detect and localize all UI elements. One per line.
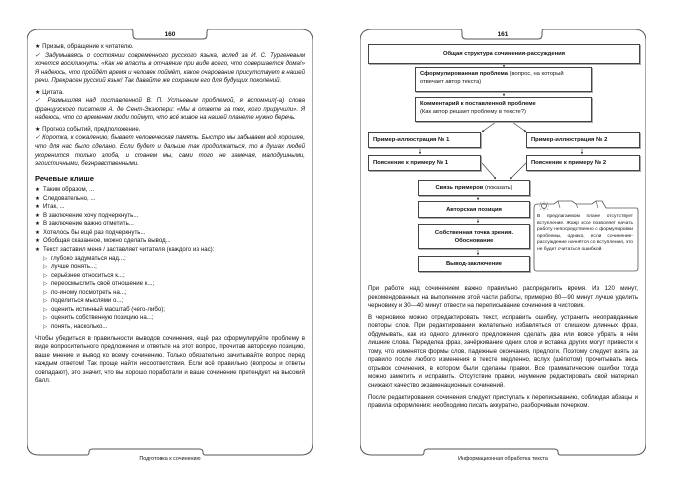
sub-list-item: ▷ переосмыслить своё отношение к...; (43, 280, 155, 288)
checkmark-icon: ✓ (35, 51, 42, 59)
sub-list-item: ▷ глубоко задуматься над...; (43, 254, 126, 262)
star-bullet-icon: ★ (35, 43, 41, 50)
example-text: Коротка, к сожалению, бывает человеческая память. Быстро мы забываем всё хорошее, что для нас было сделано. Если будет и дальше так продолжаться, то в душах людей укоренится только злоба, и станем мы, сами того не замечая, малодушными, эгоистичными, безнравственными. (35, 134, 306, 168)
example-2-box: Пример-иллюстрация № 2 (526, 132, 640, 148)
page-number: 161 (497, 31, 509, 38)
conclusion-box: Вывод-заключение (418, 256, 530, 272)
star-bullet-icon: ★ (35, 238, 40, 245)
list-item: ★ В заключение важно отметить... (35, 220, 134, 228)
right-page (360, 29, 646, 462)
checkmark-icon: ✓ (35, 97, 43, 105)
lightbulb-icon (538, 201, 552, 211)
section-appeal: ★ Призыв, обращение к читателю. (35, 43, 134, 50)
explanation-2-box: Пояснение к примеру № 2 (526, 155, 640, 171)
section-forecast: ★ Прогноз событий, предположение. (35, 125, 141, 133)
paragraph: При работе над сочинением важно правильно распределить время. Из 120 минут, рекомендованных на выполнение этой части работы, примерно 80—90 минут лучше уделить черновику и 30—40 минут отвести на переписывание сочинения в чистовик. (368, 285, 638, 310)
explanation-1-box: Пояснение к примеру № 1 (368, 155, 481, 171)
list-item: ★ Обобщая сказанное, можно сделать вывод... (35, 237, 171, 245)
left-page (27, 29, 313, 462)
triangle-bullet-icon: ▷ (43, 289, 48, 296)
checkmark-icon: ✓ (35, 134, 41, 142)
author-position-box: Авторская позиция (418, 201, 530, 218)
star-bullet-icon: ★ (35, 125, 41, 133)
star-bullet-icon: ★ (35, 229, 40, 236)
page-footer: Информационная обработка текста (458, 456, 548, 462)
sub-list-item: ▷ лучше понять...; (43, 263, 97, 271)
sub-list-item: ▷ понять, насколько... (43, 322, 108, 330)
page-footer: Подготовка к сочинению (139, 456, 201, 462)
sub-list (35, 255, 305, 332)
star-bullet-icon: ★ (35, 187, 40, 194)
paragraph: В черновике можно отредактировать текст, исправить ошибку, устранить неоправданные повторы слов. При редактировании желательно избавляться от слишком длинных фраз, обдумывать, как из одного длинного предложения сделать два или вовсе убрать в нём лишние слова. Переделка фраз, зачёркивание одних слов и вставка других могут привести к тому, что изменятся формы слов, падежные окончания, предлоги. Поэтому следует взять за правило после любого изменения в тексте медленно, вслух (шёпотом) прочитывать весь отрывок сочинения, в котором были сделаны правки. Все грамматические ошибки тогда можно заметить и исправить. Отсутствие правки, неумение редактировать свой материал снижают качество экзаменационных сочинений. (368, 313, 638, 390)
note-card (532, 200, 640, 273)
sub-list-item: ▷ поделиться мыслями о...; (43, 297, 124, 305)
sub-list-item: ▷ оценить собственную позицию на...; (43, 314, 154, 322)
triangle-bullet-icon: ▷ (43, 272, 48, 279)
example-text: Размышляя над поставленной В. П. Устьевым проблемой, я вспомнил(-а) слова французского писателя А. де Сент-Экзюпери: «Мы в ответе за тех, кого приручили». Я надеюсь, что со временем люди поймут, что всё живое на нашей планете нужно беречь. (35, 97, 305, 122)
diagram-title-box: Общая структура сочинения-рассуждения (368, 44, 640, 64)
triangle-bullet-icon: ▷ (43, 281, 48, 288)
list-item: ★ Текст заставил меня / заставляет читателя (каждого из нас): (35, 246, 215, 254)
note-text: В предлагаемом плане отсутствует вступление. Жанр эссе позволяет начать работу непосредственно с формулировки проблемы, однако, если сочинение-рассуждение начнётся со вступления, это не будет считаться ошибкой. (537, 214, 633, 252)
triangle-bullet-icon: ▷ (43, 315, 48, 322)
own-view-box: Собственная точка зрения. Обоснование (418, 224, 530, 249)
sub-list-item: ▷ по-иному посмотреть на...; (43, 288, 127, 296)
triangle-bullet-icon: ▷ (43, 255, 48, 262)
triangle-bullet-icon: ▷ (43, 306, 48, 313)
paragraph: После редактирования сочинения следует приступать к переписыванию, соблюдая абзацы и правила оформления: необходимо писать аккуратно, разборчивым почерком. (368, 393, 638, 410)
star-bullet-icon: ★ (35, 221, 40, 228)
example-text: Задумываясь о состоянии современного русского языка, вслед за И. С. Тургеневым хочется воскликнуть: «Как не впасть в отчаяние при виде всего, что совершается дома!» Я надеюсь, что пройдёт время и человек поймёт, какое очарование присутствует в нашей речи. Прекрасен русский язык! Так давайте же сохраним его для будущих поколений. (35, 51, 305, 85)
star-bullet-icon: ★ (35, 195, 40, 202)
section-quote: ★ Цитата. (35, 88, 64, 96)
page-number: 160 (164, 31, 176, 38)
list-item: ★ Хотелось бы ещё раз подчеркнуть... (35, 228, 146, 236)
sub-list-item: ▷ серьёзнее относиться к...; (43, 271, 125, 279)
triangle-bullet-icon: ▷ (43, 323, 48, 330)
star-bullet-icon: ★ (35, 204, 40, 211)
list-item: ★ Таким образом, ... (35, 186, 95, 194)
closing-paragraph: Чтобы убедиться в правильности выводов сочинения, ещё раз сформулируйте проблему в виде вопросительного предложения и ответьте на этот вопрос, прочитав авторскую позицию, ваше мнение и вывод ко всему сочинению. Только обязательно зачитывайте вопрос перед каждым ответом! Так проще найти несоответствия. Если всё правильно (вопросы и ответы совпадают), это значит, что вы хорошо поработали и ваше сочинение претендует на высокий балл. (35, 334, 305, 385)
problem-box: Сформулированная проблема (вопрос, на который отвечает автор текста) (415, 67, 592, 92)
example-1-box: Пример-иллюстрация № 1 (368, 132, 481, 148)
left-content (35, 43, 305, 386)
triangle-bullet-icon: ▷ (43, 298, 48, 305)
list-item: ★ В заключение хочу подчеркнуть... (35, 211, 139, 219)
star-bullet-icon: ★ (35, 88, 41, 96)
comment-box: Комментарий к поставленной проблеме (Как автор решает проблему в тексте?) (415, 97, 592, 122)
cliches-heading: Речевые клише (35, 173, 94, 183)
star-bullet-icon: ★ (35, 212, 40, 219)
examples-link-box: Связь примеров (показать) (418, 180, 530, 196)
right-content (368, 285, 638, 414)
sub-list-item: ▷ оценить истинный масштаб (чего-либо); (43, 305, 165, 313)
star-bullet-icon: ★ (35, 247, 40, 254)
list-item: ★ Следовательно, ... (35, 194, 96, 202)
triangle-bullet-icon: ▷ (43, 264, 48, 271)
list-item: ★ Итак, ... (35, 203, 65, 211)
